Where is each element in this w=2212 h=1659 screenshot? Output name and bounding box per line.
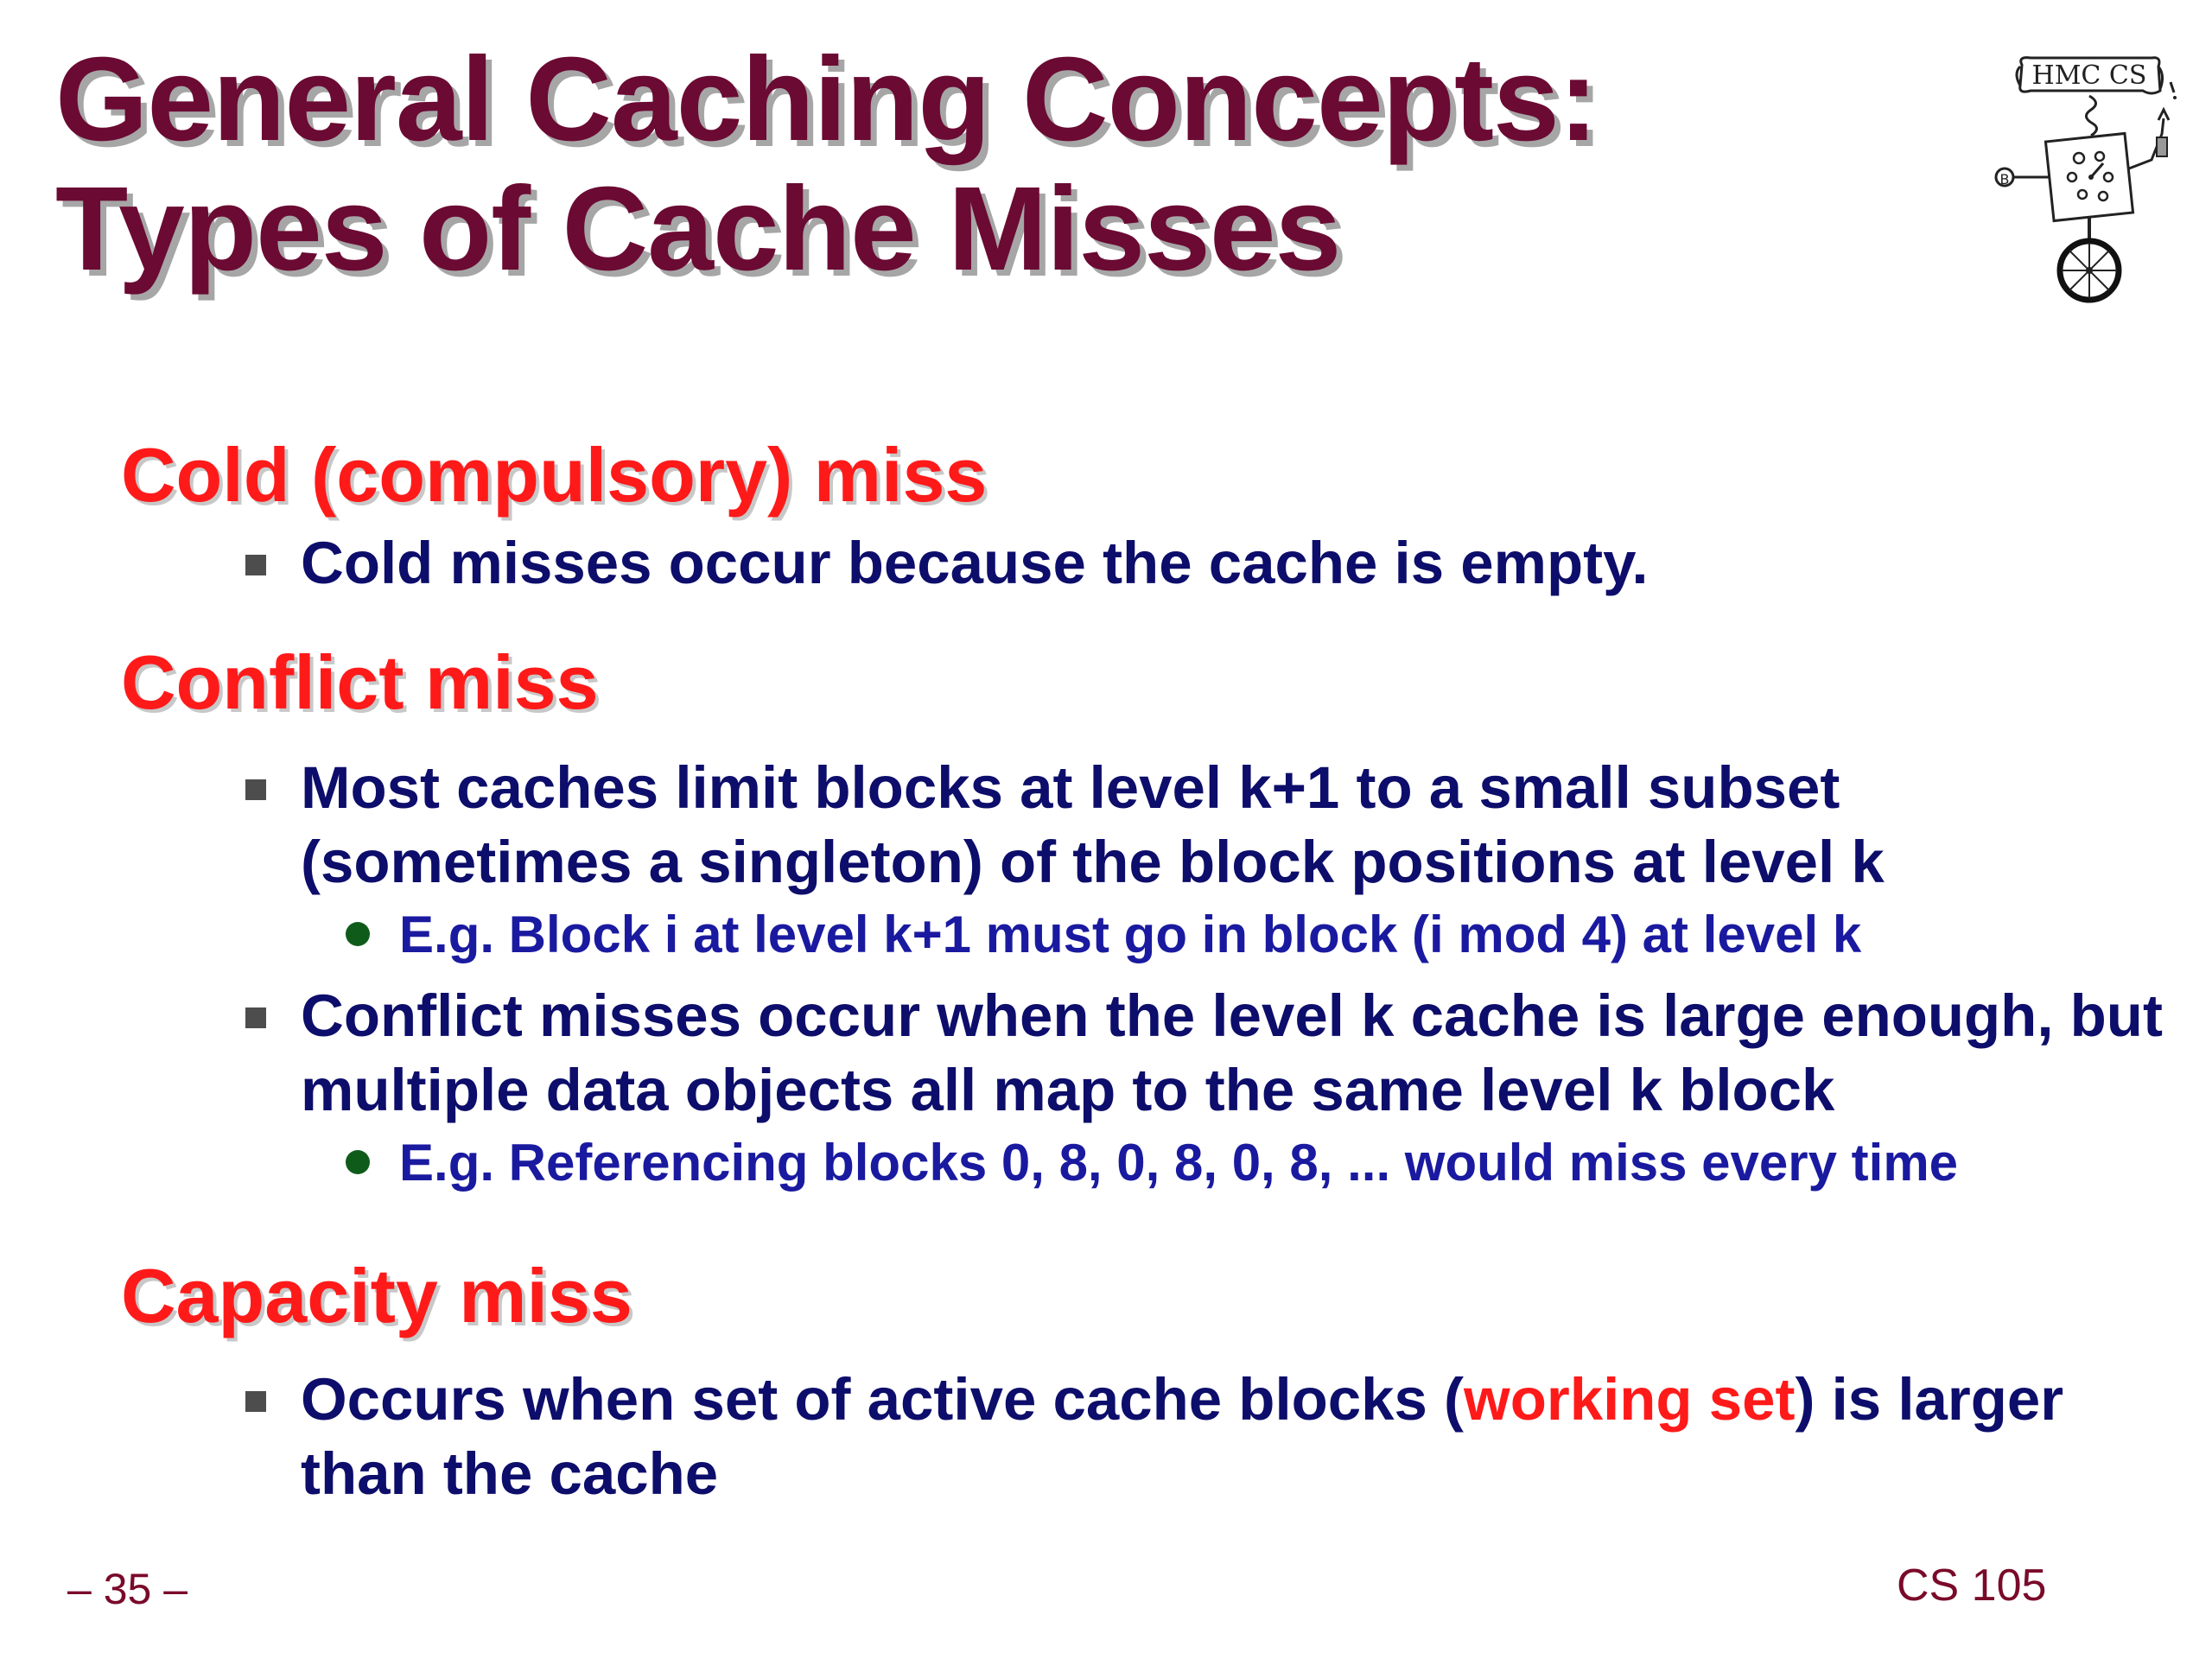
slide-title-line-1: General Caching Concepts: bbox=[55, 33, 1598, 166]
logo-text: HMC CS bbox=[2031, 60, 2147, 91]
round-bullet-icon bbox=[346, 1150, 370, 1174]
bullet-text: Conflict misses occur when the level k cache is large enough, but multiple data objects all map to the same level k block bbox=[301, 982, 2163, 1123]
bullet-text: Cold misses occur because the cache is empty. bbox=[301, 530, 1649, 596]
course-label: CS 105 bbox=[1897, 1560, 2047, 1611]
heading-conflict-miss: Conflict miss bbox=[121, 639, 599, 725]
sub-bullet-referencing-example bbox=[121, 1129, 2177, 1197]
page-number: – 35 – bbox=[67, 1565, 188, 1613]
sub-bullet-text: E.g. Referencing blocks 0, 8, 0, 8, 0, 8, ... would miss every time bbox=[399, 1134, 1959, 1192]
bullet-text-after: ) is larger than the cache bbox=[301, 1366, 2064, 1507]
bullet-working-set bbox=[121, 1363, 2177, 1511]
heading-cold-miss: Cold (compulsory) miss bbox=[121, 432, 988, 518]
svg-text:B: B bbox=[1999, 171, 2010, 188]
square-bullet-icon bbox=[245, 1391, 266, 1412]
bullet-text-before: Occurs when set of active cache blocks ( bbox=[301, 1366, 1465, 1433]
bullet-text: Most caches limit blocks at level k+1 to a small subset (sometimes a singleton) of the block positions at level k bbox=[301, 754, 1885, 895]
bullet-cold-misses bbox=[121, 526, 2177, 601]
bullet-conflict-occurs bbox=[121, 979, 2177, 1128]
round-bullet-icon bbox=[346, 922, 370, 946]
slide-title bbox=[55, 35, 1598, 294]
working-set-highlight: working set bbox=[1464, 1366, 1796, 1433]
slide-title-line-2: Types of Cache Misses bbox=[55, 162, 1341, 296]
sub-bullet-text: E.g. Block i at level k+1 must go in block (i mod 4) at level k bbox=[399, 906, 1862, 963]
unicycle-robot-logo-icon bbox=[1979, 48, 2203, 307]
bullet-block-limits bbox=[121, 751, 2177, 899]
square-bullet-icon bbox=[245, 1007, 266, 1028]
slide-content bbox=[121, 428, 2177, 1511]
heading-capacity-miss: Capacity miss bbox=[121, 1253, 632, 1338]
square-bullet-icon bbox=[245, 779, 266, 800]
square-bullet-icon bbox=[245, 555, 266, 575]
hmc-cs-logo bbox=[1979, 48, 2203, 307]
sub-bullet-mod-example bbox=[121, 901, 2177, 969]
